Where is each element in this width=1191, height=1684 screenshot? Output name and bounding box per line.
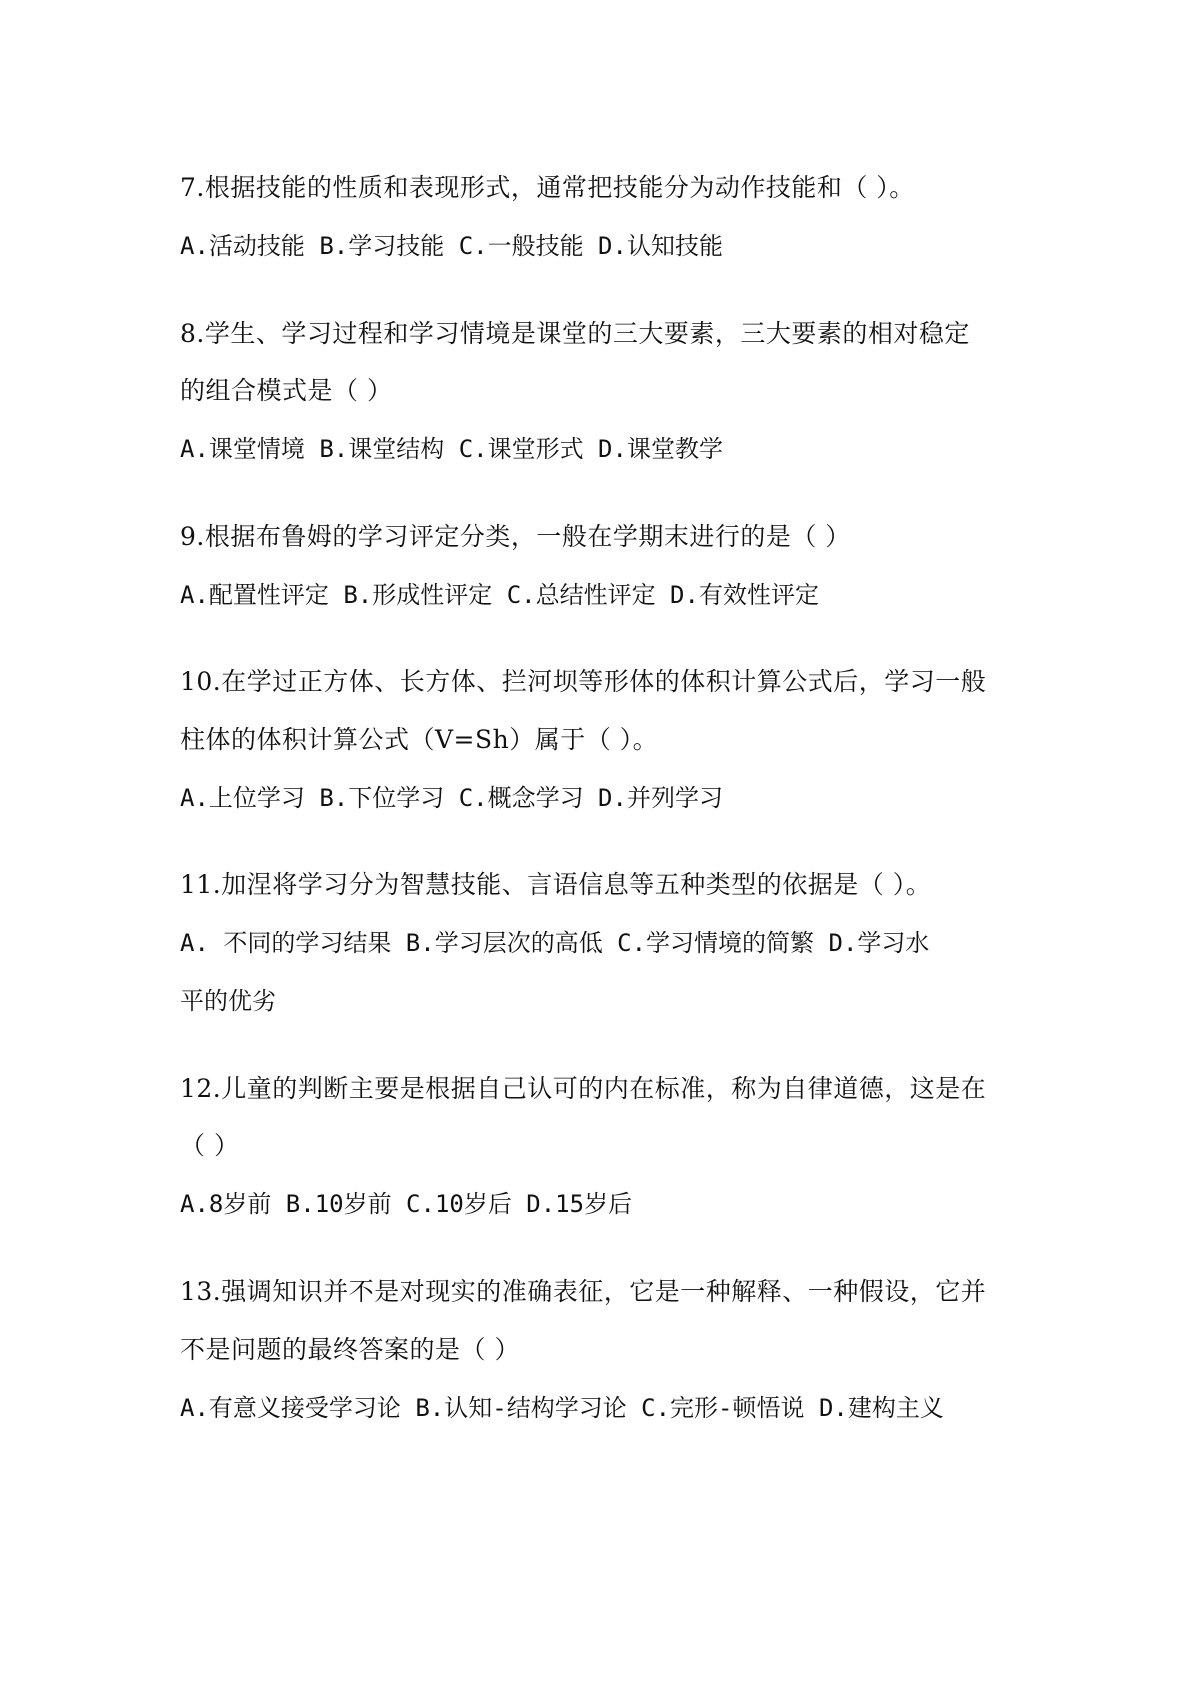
- question-7-options: A.活动技能 B.学习技能 C.一般技能 D.认知技能: [180, 232, 723, 260]
- question-10-options: A.上位学习 B.下位学习 C.概念学习 D.并列学习: [180, 784, 723, 812]
- question-11-options-cont: 平的优劣: [180, 987, 276, 1015]
- question-8-options: A.课堂情境 B.课堂结构 C.课堂形式 D.课堂教学: [180, 435, 723, 463]
- question-9-options: A.配置性评定 B.形成性评定 C.总结性评定 D.有效性评定: [180, 581, 819, 609]
- question-12-text: 12.儿童的判断主要是根据自己认可的内在标准，称为自律道德，这是在: [180, 1074, 987, 1103]
- question-8-text: 8.学生、学习过程和学习情境是课堂的三大要素，三大要素的相对稳定: [180, 319, 970, 348]
- question-11-text: 11.加涅将学习分为智慧技能、言语信息等五种类型的依据是（ ）。: [180, 870, 932, 899]
- question-13-text-cont: 不是问题的最终答案的是（ ）: [180, 1335, 520, 1364]
- question-10-text: 10.在学过正方体、长方体、拦河坝等形体的体积计算公式后，学习一般: [180, 667, 987, 696]
- question-9-text: 9.根据布鲁姆的学习评定分类，一般在学期末进行的是（ ）: [180, 522, 851, 551]
- question-11-options: A. 不同的学习结果 B.学习层次的高低 C.学习情境的简繁 D.学习水: [180, 929, 930, 957]
- question-8-text-cont: 的组合模式是（ ）: [180, 376, 393, 405]
- question-10-text-cont: 柱体的体积计算公式（V=Sh）属于（ ）。: [180, 725, 659, 754]
- question-12-options: A.8岁前 B.10岁前 C.10岁后 D.15岁后: [180, 1190, 633, 1218]
- question-7-text: 7.根据技能的性质和表现形式，通常把技能分为动作技能和（ ）。: [180, 173, 915, 202]
- question-13-options: A.有意义接受学习论 B.认知-结构学习论 C.完形-顿悟说 D.建构主义: [180, 1394, 944, 1422]
- question-12-text-cont: （ ）: [180, 1131, 240, 1160]
- question-13-text: 13.强调知识并不是对现实的准确表征，它是一种解释、一种假设，它并: [180, 1277, 987, 1306]
